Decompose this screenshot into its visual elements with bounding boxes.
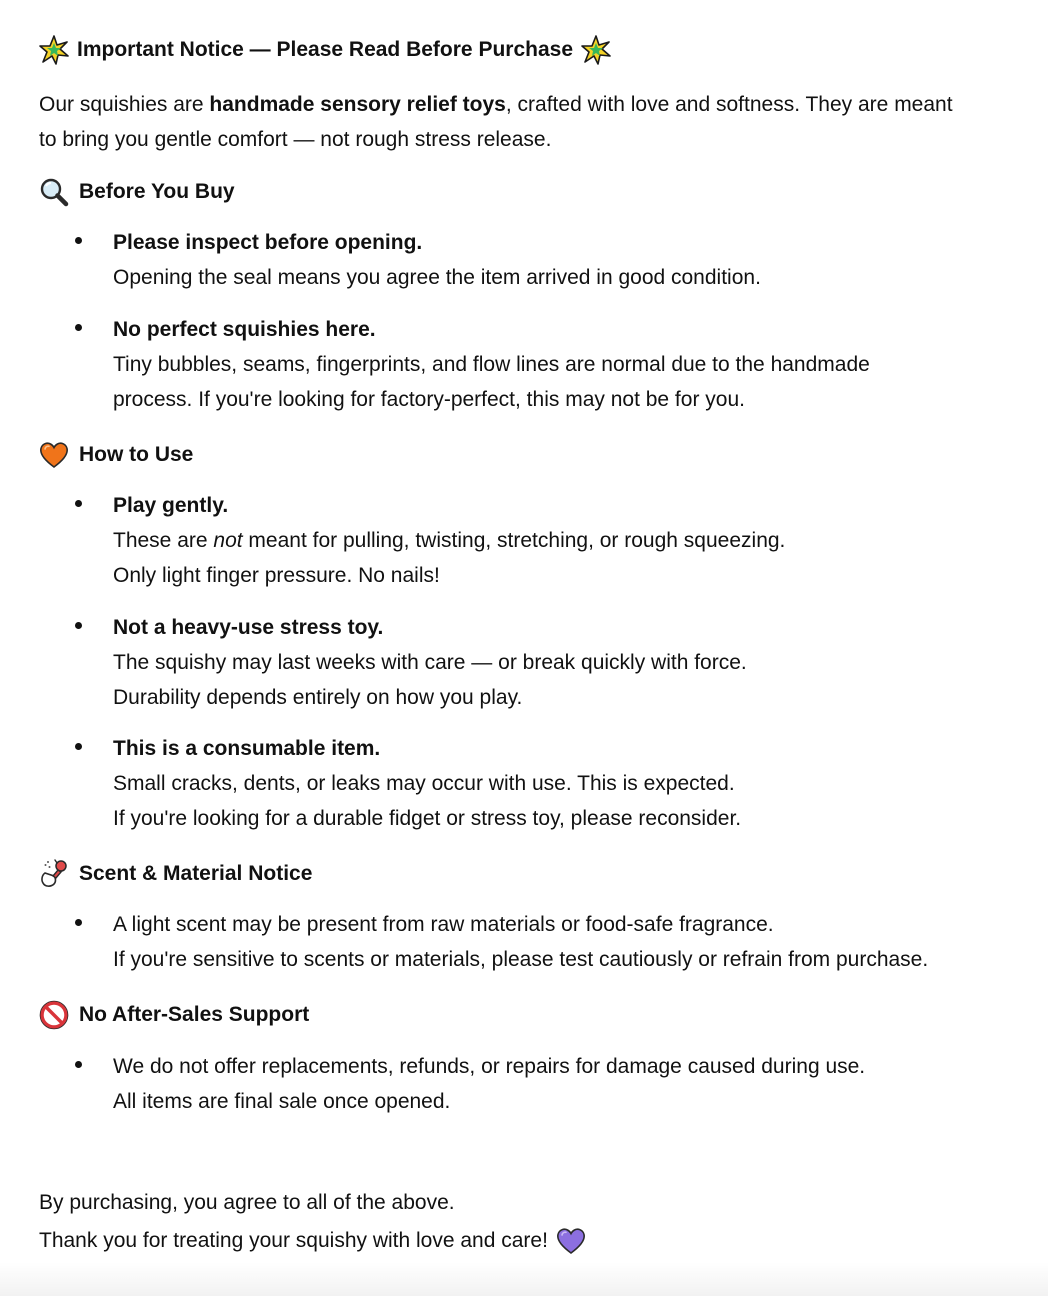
bullet [75,237,82,244]
notice-title [39,35,611,65]
purple-heart-icon [556,1226,586,1256]
item-text: If you're sensitive to scents or materials, please test cautiously or refrain from purchase. [113,948,929,971]
bullet [75,622,82,629]
item-text: We do not offer replacements, refunds, or repairs for damage caused during use. [113,1055,866,1078]
section-heading-how-to-use: How to Use [39,440,193,470]
item-text: Only light finger pressure. No nails! [113,564,440,587]
intro-line-1: Our squishies are handmade sensory relief toys, crafted with love and softness. They are meant [39,93,953,116]
orange-heart-icon [39,440,69,470]
item-text: All items are final sale once opened. [113,1090,451,1113]
item-text: Small cracks, dents, or leaks may occur with use. This is expected. [113,772,735,795]
item-heading: Please inspect before opening. [113,231,423,254]
bullet [75,1061,82,1068]
item-text: The squishy may last weeks with care — or break quickly with force. [113,651,747,674]
item-text: These are not meant for pulling, twisting, stretching, or rough squeezing. [113,529,786,552]
item-text: Durability depends entirely on how you play. [113,686,523,709]
emphasis: not [213,529,243,552]
bullet [75,324,82,331]
item-text: If you're looking for a durable fidget or stress toy, please reconsider. [113,807,742,830]
section-heading-after-sales: No After-Sales Support [39,1000,309,1030]
item-heading: This is a consumable item. [113,737,381,760]
item-heading: Not a heavy-use stress toy. [113,616,384,639]
notice-title-text: Important Notice — Please Read Before Purchase [77,38,573,61]
intro-emphasis: handmade sensory relief toys [209,93,506,116]
item-text: Tiny bubbles, seams, fingerprints, and flow lines are normal due to the handmade [113,353,870,376]
section-heading-before-you-buy: Before You Buy [39,177,235,207]
sparkle-star-icon [39,35,69,65]
bullet [75,919,82,926]
bullet [75,743,82,750]
item-text: Opening the seal means you agree the item arrived in good condition. [113,266,761,289]
section-heading-scent-material: Scent & Material Notice [39,859,312,889]
item-heading: Play gently. [113,494,229,517]
item-text: process. If you're looking for factory-perfect, this may not be for you. [113,388,745,411]
closing-line-1: By purchasing, you agree to all of the above. [39,1191,455,1214]
bullet [75,500,82,507]
sparkle-star-icon [581,35,611,65]
closing-line-2: Thank you for treating your squishy with love and care! [39,1226,586,1256]
intro-line-2: to bring you gentle comfort — not rough stress release. [39,128,552,151]
intro-paragraph [39,87,953,157]
bottom-fade [0,1262,1048,1296]
perfume-spray-icon [39,859,69,889]
prohibited-icon [39,1000,69,1030]
magnifying-glass-icon [39,177,69,207]
item-text: A light scent may be present from raw materials or food-safe fragrance. [113,913,774,936]
item-heading: No perfect squishies here. [113,318,376,341]
